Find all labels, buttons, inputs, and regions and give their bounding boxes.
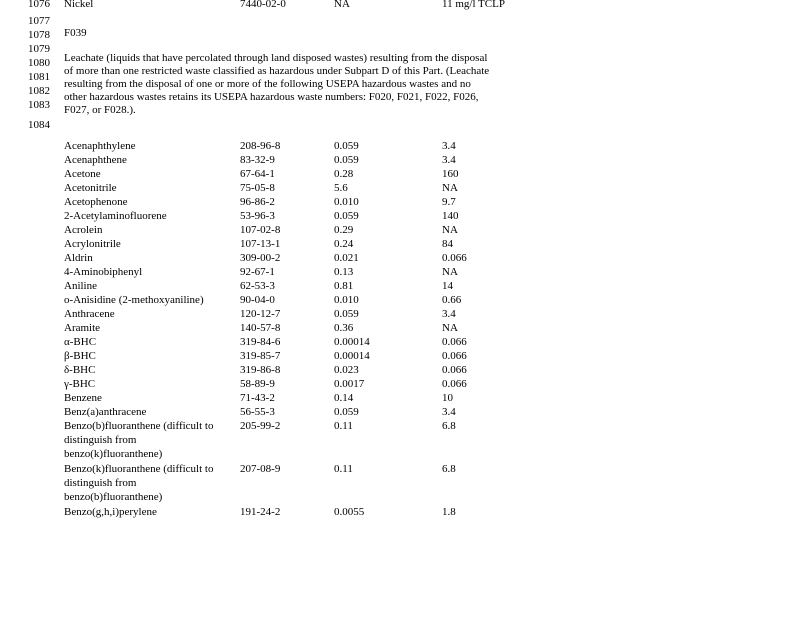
constituent-name: Benzo(k)fluoranthene (difficult to distinguish from benzo(b)fluoranthene): [64, 463, 214, 503]
cas-number: 319-86-8: [240, 364, 281, 376]
constituent-name: Acrolein: [64, 224, 103, 236]
limit: 84: [442, 238, 453, 250]
waste-code: F039: [64, 27, 87, 39]
limit: NA: [442, 224, 458, 236]
cas-number: 107-02-8: [240, 224, 281, 236]
line-number: 1083: [28, 99, 50, 111]
constituent-name: δ-BHC: [64, 364, 96, 376]
limit: 160: [442, 168, 459, 180]
constituent-name: Nickel: [64, 0, 94, 10]
concentration: 0.14: [334, 392, 354, 404]
cas-number: 67-64-1: [240, 168, 275, 180]
constituent-name: o-Anisidine (2-methoxyaniline): [64, 294, 204, 306]
constituent-name: 2-Acetylaminofluorene: [64, 210, 167, 222]
cas-number: 56-55-3: [240, 406, 275, 418]
constituent-name: 4-Aminobiphenyl: [64, 266, 143, 278]
concentration: 0.0017: [334, 378, 365, 390]
cas-number: 107-13-1: [240, 238, 281, 250]
paragraph-line: F027, or F028.).: [64, 104, 136, 116]
concentration: 0.28: [334, 168, 354, 180]
constituent-name: Acenaphthene: [64, 154, 127, 166]
concentration: 0.13: [334, 266, 354, 278]
concentration: 0.00014: [334, 350, 370, 362]
concentration: 0.059: [334, 140, 359, 152]
cas-number: 140-57-8: [240, 322, 281, 334]
cas-number: 58-89-9: [240, 378, 275, 390]
cas-number: 71-43-2: [240, 392, 275, 404]
constituent-name: Acrylonitrile: [64, 238, 121, 250]
cas-number: 205-99-2: [240, 420, 281, 432]
cas-number: 120-12-7: [240, 308, 281, 320]
cas-number: 90-04-0: [240, 294, 275, 306]
limit: 11 mg/l TCLP: [442, 0, 505, 10]
constituent-name: Acetophenone: [64, 196, 128, 208]
constituent-name: Benzo(g,h,i)perylene: [64, 506, 157, 518]
cas-number: 96-86-2: [240, 196, 275, 208]
concentration: 0.81: [334, 280, 354, 292]
concentration: 0.010: [334, 196, 359, 208]
line-number: 1081: [28, 71, 50, 83]
constituent-name: α-BHC: [64, 336, 97, 348]
limit: 1.8: [442, 506, 456, 518]
constituent-name: Aldrin: [64, 252, 93, 264]
concentration: 0.00014: [334, 336, 370, 348]
line-number: 1084: [28, 119, 50, 131]
concentration: 0.010: [334, 294, 359, 306]
line-number: 1082: [28, 85, 50, 97]
line-number: 1077: [28, 15, 50, 27]
paragraph-line: resulting from the disposal of one or more of the following USEPA hazardous wastes and no: [64, 78, 471, 90]
cas-number: 208-96-8: [240, 140, 281, 152]
concentration: 0.021: [334, 252, 359, 264]
concentration: 0.059: [334, 308, 359, 320]
concentration: 0.29: [334, 224, 354, 236]
limit: 0.066: [442, 252, 467, 264]
limit: NA: [442, 182, 458, 194]
constituent-name: Acenaphthylene: [64, 140, 136, 152]
limit: 3.4: [442, 308, 456, 320]
constituent-name: Aniline: [64, 280, 97, 292]
cas-number: 62-53-3: [240, 280, 275, 292]
cas-number: 83-32-9: [240, 154, 275, 166]
concentration: 0.24: [334, 238, 354, 250]
concentration: 0.059: [334, 154, 359, 166]
limit: 9.7: [442, 196, 456, 208]
limit: 0.066: [442, 350, 467, 362]
concentration: 0.023: [334, 364, 359, 376]
limit: 0.66: [442, 294, 462, 306]
cas-number: 309-00-2: [240, 252, 281, 264]
cas-number: 191-24-2: [240, 506, 281, 518]
cas-number: 92-67-1: [240, 266, 275, 278]
limit: 14: [442, 280, 453, 292]
limit: NA: [442, 322, 458, 334]
limit: 6.8: [442, 420, 456, 432]
concentration: 0.059: [334, 406, 359, 418]
concentration: 0.059: [334, 210, 359, 222]
constituent-name: Anthracene: [64, 308, 115, 320]
limit: 10: [442, 392, 453, 404]
constituent-name: Aramite: [64, 322, 101, 334]
limit: 3.4: [442, 140, 456, 152]
paragraph-line: other hazardous wastes retains its USEPA hazardous waste numbers: F020, F021, F022, F026,: [64, 91, 479, 103]
concentration: 0.11: [334, 463, 353, 475]
cas-number: 319-84-6: [240, 336, 281, 348]
constituent-name: Benz(a)anthracene: [64, 406, 147, 418]
constituent-name: γ-BHC: [64, 378, 96, 390]
limit: 0.066: [442, 336, 467, 348]
constituent-name: Acetonitrile: [64, 182, 117, 194]
limit: 6.8: [442, 463, 456, 475]
concentration: 5.6: [334, 182, 348, 194]
limit: 3.4: [442, 406, 456, 418]
constituent-name: β-BHC: [64, 350, 96, 362]
constituent-name: Benzene: [64, 392, 102, 404]
limit: 140: [442, 210, 459, 222]
limit: 0.066: [442, 364, 467, 376]
concentration: 0.36: [334, 322, 354, 334]
paragraph-line: Leachate (liquids that have percolated through land disposed wastes) resulting from the disposal: [64, 52, 488, 64]
limit: 3.4: [442, 154, 456, 166]
paragraph-line: of more than one restricted waste classified as hazardous under Subpart D of this Part. (Leachate: [64, 65, 490, 77]
constituent-name: Benzo(b)fluoranthene (difficult to distinguish from benzo(k)fluoranthene): [64, 420, 214, 460]
cas-number: 53-96-3: [240, 210, 275, 222]
line-number: 1079: [28, 43, 50, 55]
cas-number: 319-85-7: [240, 350, 281, 362]
limit: NA: [442, 266, 458, 278]
cas-number: 75-05-8: [240, 182, 275, 194]
cas-number: 7440-02-0: [240, 0, 286, 10]
concentration: 0.11: [334, 420, 353, 432]
line-number: 1080: [28, 57, 50, 69]
constituent-name: Acetone: [64, 168, 101, 180]
cas-number: 207-08-9: [240, 463, 281, 475]
concentration: 0.0055: [334, 506, 365, 518]
line-number: 1076: [28, 0, 50, 10]
line-number: 1078: [28, 29, 50, 41]
limit: 0.066: [442, 378, 467, 390]
concentration: NA: [334, 0, 350, 10]
